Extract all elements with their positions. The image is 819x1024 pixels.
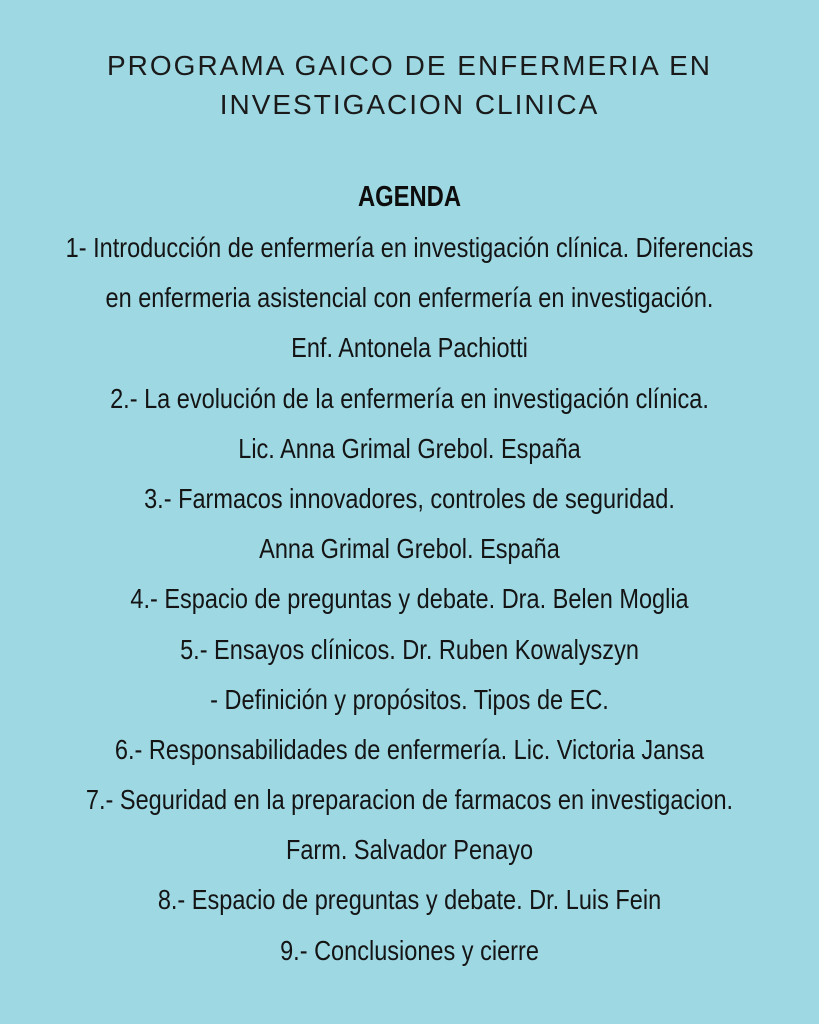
program-title-line-1: PROGRAMA GAICO DE ENFERMERIA EN	[107, 50, 712, 81]
program-title-line-2: INVESTIGACION CLINICA	[219, 89, 600, 120]
agenda-line-9: 5.- Ensayos clínicos. Dr. Ruben Kowalyszyn	[180, 633, 639, 665]
agenda-line-10: - Definición y propósitos. Tipos de EC.	[210, 683, 609, 715]
agenda-line-3: Enf. Antonela Pachiotti	[291, 332, 528, 364]
agenda-line-4: 2.- La evolución de la enfermería en investigación clínica.	[110, 382, 709, 414]
agenda-line-11: 6.- Responsabilidades de enfermería. Lic. Victoria Jansa	[114, 733, 705, 765]
agenda-line-6: 3.- Farmacos innovadores, controles de seguridad.	[144, 482, 675, 514]
agenda-line-8: 4.- Espacio de preguntas y debate. Dra. Belen Moglia	[130, 583, 689, 615]
agenda-line-1: 1- Introducción de enfermería en investigación clínica. Diferencias	[65, 232, 754, 263]
agenda-line-5: Lic. Anna Grimal Grebol. España	[238, 432, 581, 464]
agenda-line-15: 9.- Conclusiones y cierre	[280, 934, 539, 966]
agenda-heading: AGENDA	[357, 181, 462, 213]
program-title	[0, 46, 819, 124]
agenda-line-2: en enfermeria asistencial con enfermería en investigación.	[105, 282, 714, 314]
agenda-line-13: Farm. Salvador Penayo	[285, 834, 534, 866]
agenda-line-14: 8.- Espacio de preguntas y debate. Dr. Luis Fein	[157, 884, 662, 916]
agenda-line-12: 7.- Seguridad en la preparacion de farmacos en investigacion.	[85, 784, 734, 816]
agenda-list	[0, 223, 819, 976]
agenda-line-7: Anna Grimal Grebol. España	[259, 533, 560, 565]
